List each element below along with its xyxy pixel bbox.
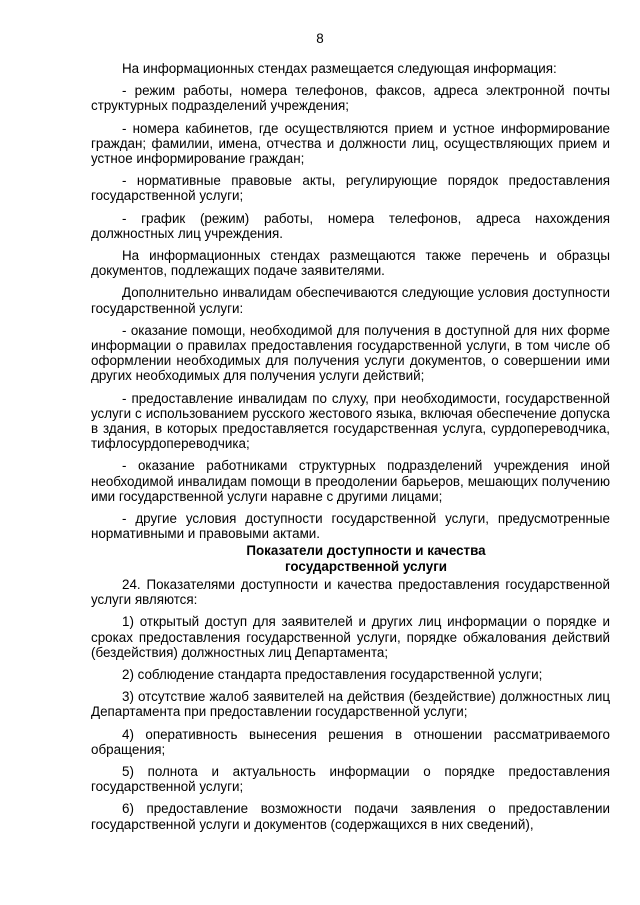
paragraph: - режим работы, номера телефонов, факсов, адреса электронной почты структурных подразделений учреждения; [91, 83, 610, 114]
paragraph: - предоставление инвалидам по слуху, при необходимости, государственной услуги с использованием русского жестового языка, включая обеспечение допуска в здания, в которых предоставляется государственная услуга, сурдопереводчика, тифлосурдопереводчика; [91, 390, 610, 452]
paragraph: На информационных стендах размещается следующая информация: [122, 61, 557, 76]
document-body [91, 61, 610, 839]
paragraph: Дополнительно инвалидам обеспечиваются следующие условия доступности государственной услуги: [91, 285, 610, 316]
paragraph: - оказание помощи, необходимой для получения в доступной для них форме информации о правилах предоставления государственной услуги, в том числе об оформлении необходимых для получения услуги документов, о совершении ими других необходимых для получения услуги действий; [91, 322, 610, 384]
paragraph: 2) соблюдение стандарта предоставления государственной услуги; [122, 666, 543, 682]
paragraph: 6) предоставление возможности подачи заявления о предоставлении государственной услуги и документов (содержащихся в них сведений), [91, 801, 610, 832]
section-heading [91, 543, 610, 573]
paragraph: 5) полнота и актуальность информации о порядке предоставления государственной услуги; [91, 763, 610, 795]
paragraph: - номера кабинетов, где осуществляются прием и устное информирование граждан; фамилии, имена, отчества и должности лиц, осуществляющих прием и устное информирование граждан; [91, 120, 610, 167]
paragraph: На информационных стендах размещаются также перечень и образцы документов, подлежащих подаче заявителями. [91, 248, 610, 279]
page-number: 8 [316, 31, 324, 46]
paragraph: 4) оперативность вынесения решения в отношении рассматриваемого обращения; [91, 726, 610, 757]
paragraph: - нормативные правовые акты, регулирующие порядок предоставления государственной услуги; [91, 173, 610, 204]
paragraph: - график (режим) работы, номера телефонов, адреса нахождения должностных лиц учреждения. [91, 210, 610, 241]
paragraph: - оказание работниками структурных подразделений учреждения иной необходимой инвалидам помощи в преодолении барьеров, мешающих получению ими государственной услуги наравне с другими лицами; [91, 458, 610, 504]
paragraph: - другие условия доступности государственной услуги, предусмотренные нормативными и правовыми актами. [91, 511, 610, 542]
section-heading-line: Показатели доступности и качества [246, 543, 486, 559]
paragraph: 24. Показателями доступности и качества предоставления государственной услуги являются: [91, 576, 610, 608]
paragraph: 3) отсутствие жалоб заявителей на действия (бездействие) должностных лиц Департамента при предоставлении государственной услуги; [91, 689, 610, 720]
section-heading-line: государственной услуги [284, 558, 448, 574]
paragraph: 1) открытый доступ для заявителей и других лиц информации о порядке и сроках предоставления государственной услуги, порядке обжалования действий (бездействия) должностных лиц Департамента; [91, 614, 610, 660]
